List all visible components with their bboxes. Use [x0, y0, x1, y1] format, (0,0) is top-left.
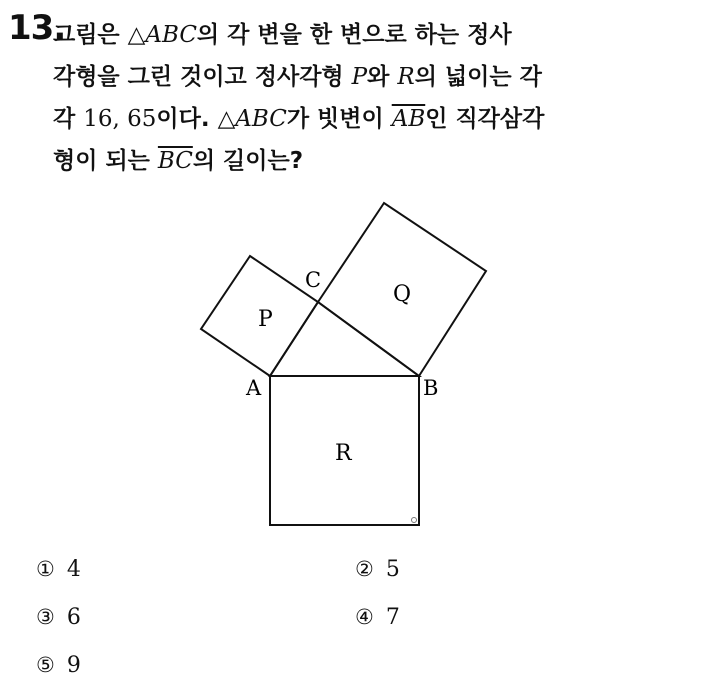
triangle-symbol: △: [217, 106, 236, 132]
choice-value: 9: [66, 653, 81, 678]
stem-text: 그림은: [53, 22, 128, 48]
math-p: P: [351, 64, 368, 90]
choice-mark: ②: [355, 557, 374, 581]
stem-text: 각: [53, 106, 84, 132]
choice-value: 7: [385, 605, 400, 630]
stem-text: 의 각 변을 한 변으로 하는 정사: [196, 22, 512, 48]
stem-text: 의 넓이는 각: [414, 64, 542, 90]
choice-2[interactable]: [355, 557, 400, 582]
math-segment-ab: $\overline{AB}$: [391, 106, 426, 132]
choice-mark: ③: [36, 605, 55, 629]
question-number: 13.: [8, 8, 66, 48]
stem-text: 가 빗변이: [286, 106, 392, 132]
stem-text: 각형을 그린 것이고 정사각형: [53, 64, 352, 90]
stem-text: 의 길이는?: [192, 148, 304, 174]
choice-mark: ①: [36, 557, 55, 581]
math-segment-bc: $\overline{BC}$: [157, 148, 193, 174]
choice-mark: ⑤: [36, 653, 55, 677]
math-triangle-abc: ABC: [145, 22, 197, 48]
label-q: Q: [393, 282, 412, 307]
math-triangle-abc: ABC: [235, 106, 287, 132]
stem-text: 와: [367, 64, 398, 90]
area-values: 16, 65: [83, 106, 157, 132]
choice-3[interactable]: [36, 605, 81, 630]
stem-text: 인 직각삼각: [425, 106, 545, 132]
math-r: R: [397, 64, 415, 90]
choice-mark: ④: [355, 605, 374, 629]
label-a: A: [246, 376, 262, 400]
stem-text: 형이 되는: [53, 148, 158, 174]
choice-4[interactable]: [355, 605, 400, 630]
choice-5[interactable]: [36, 653, 81, 678]
small-mark-icon: [412, 518, 417, 523]
choice-1[interactable]: [36, 557, 81, 582]
label-c: C: [305, 268, 322, 292]
choice-value: 6: [66, 605, 81, 630]
choice-value: 5: [385, 557, 400, 582]
label-b: B: [423, 376, 439, 400]
triangle-abc: [270, 302, 419, 376]
triangle-symbol: △: [127, 22, 146, 48]
choice-value: 4: [66, 557, 81, 582]
label-p: P: [258, 307, 273, 332]
stem-text: 이다.: [156, 106, 218, 132]
label-r: R: [335, 441, 352, 466]
